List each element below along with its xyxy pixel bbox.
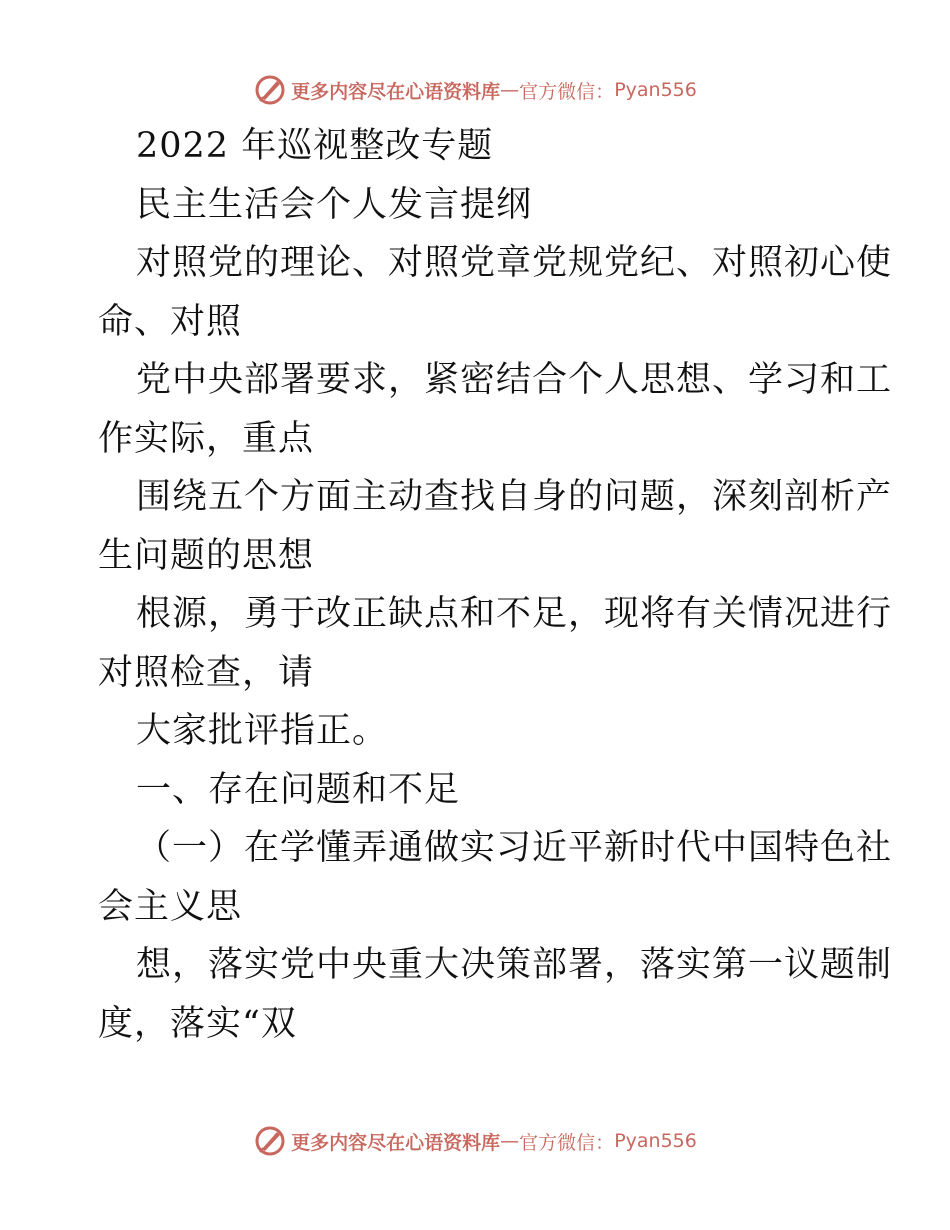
text-line: 会主义思 bbox=[98, 886, 243, 927]
doc-title-line-1: 2022 年巡视整改专题 bbox=[136, 126, 494, 166]
watermark-header bbox=[0, 70, 950, 110]
quill-logo-icon bbox=[253, 1124, 287, 1158]
watermark-sub-text: 官方微信： bbox=[519, 80, 615, 103]
text-line: 想，落实党中央重大决策部署，落实第一议题制 bbox=[136, 945, 893, 985]
text-line: 对照检查，请 bbox=[98, 652, 315, 693]
section-heading: 一、存在问题和不足 bbox=[136, 769, 461, 810]
text-line: 作实际，重点 bbox=[98, 418, 315, 459]
watermark-dash: — bbox=[500, 79, 520, 101]
watermark-main-text: 更多内容尽在心语资料库 bbox=[291, 80, 501, 103]
watermark-dash: — bbox=[500, 1130, 520, 1152]
watermark-footer bbox=[0, 1121, 950, 1161]
subsection-heading: （一）在学懂弄通做实习近平新时代中国特色社 bbox=[136, 828, 893, 868]
text-line: 根源，勇于改正缺点和不足，现将有关情况进行 bbox=[136, 594, 893, 634]
text-line: 生问题的思想 bbox=[98, 535, 315, 576]
text-line: 围绕五个方面主动查找自身的问题，深刻剖析产 bbox=[136, 477, 893, 517]
document-body bbox=[98, 117, 893, 1053]
text-line: 命、对照 bbox=[98, 301, 243, 342]
quill-logo-icon bbox=[253, 73, 287, 107]
watermark-id: Pyan556 bbox=[614, 79, 697, 101]
text-line: 度，落实“双 bbox=[98, 1003, 297, 1044]
text-line: 大家批评指正。 bbox=[136, 711, 389, 751]
watermark-main-text: 更多内容尽在心语资料库 bbox=[291, 1131, 501, 1154]
watermark-id: Pyan556 bbox=[614, 1130, 697, 1152]
doc-title-line-2: 民主生活会个人发言提纲 bbox=[136, 184, 533, 225]
watermark-sub-text: 官方微信： bbox=[519, 1131, 615, 1154]
text-line: 党中央部署要求，紧密结合个人思想、学习和工 bbox=[136, 360, 893, 400]
text-line: 对照党的理论、对照党章党规党纪、对照初心使 bbox=[136, 243, 893, 283]
